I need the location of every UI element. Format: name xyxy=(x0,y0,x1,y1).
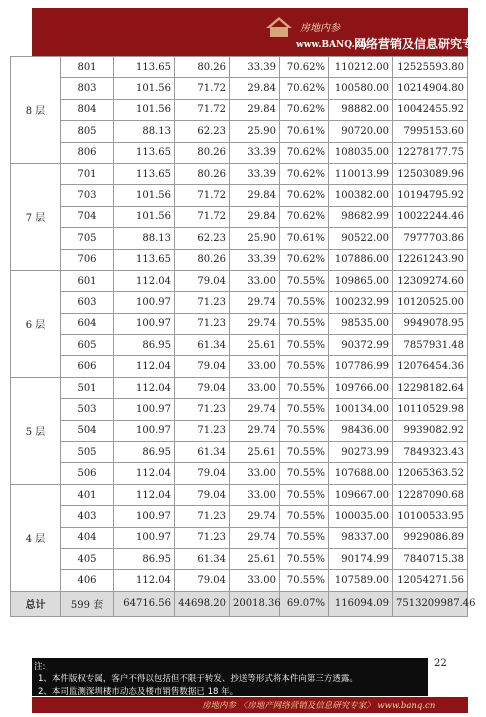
table-cell: 70.55% xyxy=(280,292,329,313)
table-cell: 70.55% xyxy=(280,399,329,420)
brand-name: 房地内参 xyxy=(300,23,340,34)
table-cell: 70.55% xyxy=(280,335,329,356)
table-cell: 98436.00 xyxy=(329,420,393,441)
table-cell: 62.23 xyxy=(175,121,230,142)
header-banner xyxy=(32,8,486,56)
room-number: 503 xyxy=(61,399,114,420)
table-cell: 71.23 xyxy=(175,292,230,313)
table-cell: 101.56 xyxy=(114,206,175,227)
floor-label: 5 层 xyxy=(11,377,61,484)
table-cell: 70.62% xyxy=(280,163,329,184)
table-cell: 109865.00 xyxy=(329,270,393,291)
table-cell: 71.23 xyxy=(175,313,230,334)
room-number: 804 xyxy=(61,99,114,120)
table-cell: 80.26 xyxy=(175,142,230,163)
table-cell: 70.62% xyxy=(280,142,329,163)
table-row xyxy=(11,249,468,270)
table-cell: 10022244.46 xyxy=(393,206,468,227)
table-cell: 12076454.36 xyxy=(393,356,468,377)
table-row xyxy=(11,527,468,548)
table-cell: 12278177.75 xyxy=(393,142,468,163)
room-number: 404 xyxy=(61,527,114,548)
table-row xyxy=(11,356,468,377)
table-cell: 33.00 xyxy=(230,356,280,377)
house-logo-icon xyxy=(264,16,294,38)
table-cell: 12298182.64 xyxy=(393,377,468,398)
table-cell: 70.55% xyxy=(280,377,329,398)
room-number: 803 xyxy=(61,78,114,99)
table-cell: 107589.00 xyxy=(329,570,393,591)
table-cell: 70.61% xyxy=(280,228,329,249)
table-cell: 98337.00 xyxy=(329,527,393,548)
table-cell: 33.00 xyxy=(230,270,280,291)
table-cell: 71.72 xyxy=(175,78,230,99)
table-cell: 33.39 xyxy=(230,163,280,184)
table-cell: 109667.00 xyxy=(329,484,393,505)
table-cell: 10194795.92 xyxy=(393,185,468,206)
table-cell: 70.55% xyxy=(280,270,329,291)
table-cell: 25.90 xyxy=(230,121,280,142)
table-row xyxy=(11,78,468,99)
table-cell: 100.97 xyxy=(114,420,175,441)
total-cell: 20018.36 xyxy=(230,591,280,616)
room-number: 701 xyxy=(61,163,114,184)
table-cell: 70.55% xyxy=(280,463,329,484)
table-cell: 25.61 xyxy=(230,335,280,356)
total-cell: 64716.56 xyxy=(114,591,175,616)
table-cell: 62.23 xyxy=(175,228,230,249)
table-row xyxy=(11,335,468,356)
table-cell: 100.97 xyxy=(114,292,175,313)
table-cell: 113.65 xyxy=(114,249,175,270)
room-number: 706 xyxy=(61,249,114,270)
table-cell: 80.26 xyxy=(175,163,230,184)
table-row xyxy=(11,313,468,334)
table-cell: 112.04 xyxy=(114,484,175,505)
table-cell: 9939082.92 xyxy=(393,420,468,441)
table-cell: 9929086.89 xyxy=(393,527,468,548)
footer-text: 房地内参 〈房地产网络营销及信息研究专家〉 www.banq.cn xyxy=(202,701,436,711)
table-row xyxy=(11,228,468,249)
total-cell: 69.07% xyxy=(280,591,329,616)
room-number: 506 xyxy=(61,463,114,484)
table-row xyxy=(11,163,468,184)
table-cell: 29.84 xyxy=(230,185,280,206)
table-cell: 100580.00 xyxy=(329,78,393,99)
table-body xyxy=(11,57,476,617)
table-cell: 29.84 xyxy=(230,78,280,99)
table-cell: 70.62% xyxy=(280,99,329,120)
table-cell: 70.55% xyxy=(280,548,329,569)
table-cell: 10214904.80 xyxy=(393,78,468,99)
table-cell: 107886.00 xyxy=(329,249,393,270)
table-cell: 10110529.98 xyxy=(393,399,468,420)
total-cell: 44698.20 xyxy=(175,591,230,616)
table-cell: 29.74 xyxy=(230,506,280,527)
table-cell: 29.74 xyxy=(230,420,280,441)
table-row xyxy=(11,185,468,206)
room-number: 504 xyxy=(61,420,114,441)
table-cell: 12065363.52 xyxy=(393,463,468,484)
table-cell: 70.62% xyxy=(280,249,329,270)
table-cell: 29.84 xyxy=(230,206,280,227)
notes-title: 注: xyxy=(34,662,46,672)
table-cell: 70.62% xyxy=(280,185,329,206)
table-cell: 7995153.60 xyxy=(393,121,468,142)
table-row xyxy=(11,548,468,569)
table-cell: 101.56 xyxy=(114,99,175,120)
table-cell: 90372.99 xyxy=(329,335,393,356)
room-number: 704 xyxy=(61,206,114,227)
table-cell: 70.62% xyxy=(280,57,329,78)
notes-line: 1、本件版权专属，客户不得以包括但不限于转发、抄送等形式将本件向第三方透露。 xyxy=(38,674,358,684)
table-cell: 25.61 xyxy=(230,548,280,569)
room-number: 405 xyxy=(61,548,114,569)
total-cell: 116094.09 xyxy=(329,591,393,616)
notes-box xyxy=(32,658,428,696)
floor-label: 8 层 xyxy=(11,57,61,164)
table-cell: 25.90 xyxy=(230,228,280,249)
table-cell: 79.04 xyxy=(175,484,230,505)
table-cell: 12525593.80 xyxy=(393,57,468,78)
total-row xyxy=(11,591,468,616)
table-cell: 86.95 xyxy=(114,335,175,356)
table-cell: 12309274.60 xyxy=(393,270,468,291)
table-cell: 61.34 xyxy=(175,442,230,463)
table-cell: 88.13 xyxy=(114,228,175,249)
table-cell: 70.55% xyxy=(280,442,329,463)
table-cell: 33.00 xyxy=(230,570,280,591)
room-number: 801 xyxy=(61,57,114,78)
table-row xyxy=(11,377,468,398)
table-cell: 12287090.68 xyxy=(393,484,468,505)
table-cell: 112.04 xyxy=(114,356,175,377)
table-row xyxy=(11,420,468,441)
table-cell: 113.65 xyxy=(114,57,175,78)
table-cell: 71.72 xyxy=(175,206,230,227)
table-cell: 10100533.95 xyxy=(393,506,468,527)
table-cell: 113.65 xyxy=(114,142,175,163)
table-cell: 79.04 xyxy=(175,463,230,484)
table-cell: 71.72 xyxy=(175,99,230,120)
room-number: 601 xyxy=(61,270,114,291)
table-cell: 70.55% xyxy=(280,570,329,591)
table-cell: 90720.00 xyxy=(329,121,393,142)
table-cell: 70.55% xyxy=(280,313,329,334)
table-cell: 100.97 xyxy=(114,399,175,420)
table-cell: 112.04 xyxy=(114,570,175,591)
table-cell: 98882.00 xyxy=(329,99,393,120)
table-row xyxy=(11,506,468,527)
table-cell: 98682.99 xyxy=(329,206,393,227)
room-number: 505 xyxy=(61,442,114,463)
table-cell: 90522.00 xyxy=(329,228,393,249)
table-cell: 71.23 xyxy=(175,399,230,420)
table-cell: 71.23 xyxy=(175,420,230,441)
total-label: 总计 xyxy=(11,591,61,616)
table-cell: 100232.99 xyxy=(329,292,393,313)
table-cell: 79.04 xyxy=(175,570,230,591)
table-cell: 79.04 xyxy=(175,377,230,398)
table-row xyxy=(11,99,468,120)
table-cell: 71.23 xyxy=(175,527,230,548)
table-cell: 33.00 xyxy=(230,377,280,398)
table-cell: 80.26 xyxy=(175,249,230,270)
table-cell: 33.39 xyxy=(230,57,280,78)
page-number: 22 xyxy=(434,658,447,669)
table-row xyxy=(11,206,468,227)
notes-line: 2、本司监测深圳楼市动态及楼市销售数据已 18 年。 xyxy=(38,687,239,697)
table-cell: 12503089.96 xyxy=(393,163,468,184)
room-number: 603 xyxy=(61,292,114,313)
room-number: 805 xyxy=(61,121,114,142)
table-cell: 70.62% xyxy=(280,206,329,227)
table-cell: 100.97 xyxy=(114,506,175,527)
total-cell: 7513209987.46 xyxy=(393,591,468,616)
room-number: 703 xyxy=(61,185,114,206)
table-row xyxy=(11,270,468,291)
room-number: 403 xyxy=(61,506,114,527)
room-number: 406 xyxy=(61,570,114,591)
table-cell: 100134.00 xyxy=(329,399,393,420)
table-cell: 86.95 xyxy=(114,548,175,569)
table-cell: 79.04 xyxy=(175,356,230,377)
table-cell: 90174.99 xyxy=(329,548,393,569)
table-cell: 7840715.38 xyxy=(393,548,468,569)
footer-bar xyxy=(32,697,468,713)
table-cell: 25.61 xyxy=(230,442,280,463)
total-cell: 599 套 xyxy=(61,591,114,616)
room-number: 501 xyxy=(61,377,114,398)
table-cell: 101.56 xyxy=(114,185,175,206)
table-cell: 70.61% xyxy=(280,121,329,142)
table-cell: 70.55% xyxy=(280,356,329,377)
table-row xyxy=(11,570,468,591)
table-cell: 29.74 xyxy=(230,292,280,313)
table-cell: 12261243.90 xyxy=(393,249,468,270)
table-cell: 33.39 xyxy=(230,142,280,163)
room-number: 806 xyxy=(61,142,114,163)
table-cell: 29.74 xyxy=(230,399,280,420)
table-cell: 100035.00 xyxy=(329,506,393,527)
room-number: 705 xyxy=(61,228,114,249)
floor-label: 7 层 xyxy=(11,163,61,270)
table-cell: 12054271.56 xyxy=(393,570,468,591)
table-cell: 107786.99 xyxy=(329,356,393,377)
table-cell: 108035.00 xyxy=(329,142,393,163)
room-number: 401 xyxy=(61,484,114,505)
table-cell: 80.26 xyxy=(175,57,230,78)
table-cell: 7977703.86 xyxy=(393,228,468,249)
table-cell: 98535.00 xyxy=(329,313,393,334)
table-cell: 110013.99 xyxy=(329,163,393,184)
table-cell: 70.55% xyxy=(280,527,329,548)
brand-url: www.BANQ.cn xyxy=(296,40,367,50)
table-cell: 70.55% xyxy=(280,484,329,505)
sales-table xyxy=(10,56,476,617)
table-row xyxy=(11,121,468,142)
brand-slogan: 网络营销及信息研究专家 xyxy=(354,37,486,51)
table-row xyxy=(11,142,468,163)
table-cell: 10120525.00 xyxy=(393,292,468,313)
table-cell: 29.74 xyxy=(230,313,280,334)
table-cell: 107688.00 xyxy=(329,463,393,484)
table-cell: 9949078.95 xyxy=(393,313,468,334)
table-cell: 112.04 xyxy=(114,270,175,291)
table-row xyxy=(11,484,468,505)
table-cell: 33.00 xyxy=(230,463,280,484)
room-number: 605 xyxy=(61,335,114,356)
floor-label: 4 层 xyxy=(11,484,61,591)
table-cell: 61.34 xyxy=(175,548,230,569)
table-cell: 79.04 xyxy=(175,270,230,291)
table-cell: 113.65 xyxy=(114,163,175,184)
table-cell: 70.55% xyxy=(280,420,329,441)
table-cell: 112.04 xyxy=(114,463,175,484)
table-cell: 71.23 xyxy=(175,506,230,527)
table-cell: 61.34 xyxy=(175,335,230,356)
table-row xyxy=(11,57,468,78)
table-cell: 71.72 xyxy=(175,185,230,206)
table-row xyxy=(11,292,468,313)
table-cell: 29.84 xyxy=(230,99,280,120)
table-cell: 7849323.43 xyxy=(393,442,468,463)
table-cell: 112.04 xyxy=(114,377,175,398)
table-cell: 100382.00 xyxy=(329,185,393,206)
table-cell: 29.74 xyxy=(230,527,280,548)
floor-label: 6 层 xyxy=(11,270,61,377)
table-cell: 10042455.92 xyxy=(393,99,468,120)
table-cell: 109766.00 xyxy=(329,377,393,398)
table-cell: 33.39 xyxy=(230,249,280,270)
room-number: 604 xyxy=(61,313,114,334)
table-row xyxy=(11,442,468,463)
table-cell: 110212.00 xyxy=(329,57,393,78)
room-number: 606 xyxy=(61,356,114,377)
table-row xyxy=(11,463,468,484)
table-cell: 88.13 xyxy=(114,121,175,142)
table-cell: 86.95 xyxy=(114,442,175,463)
table-cell: 7857931.48 xyxy=(393,335,468,356)
table-cell: 100.97 xyxy=(114,527,175,548)
table-cell: 90273.99 xyxy=(329,442,393,463)
table-cell: 70.62% xyxy=(280,78,329,99)
table-cell: 100.97 xyxy=(114,313,175,334)
table-cell: 101.56 xyxy=(114,78,175,99)
table-cell: 33.00 xyxy=(230,484,280,505)
table-row xyxy=(11,399,468,420)
table-cell: 70.55% xyxy=(280,506,329,527)
